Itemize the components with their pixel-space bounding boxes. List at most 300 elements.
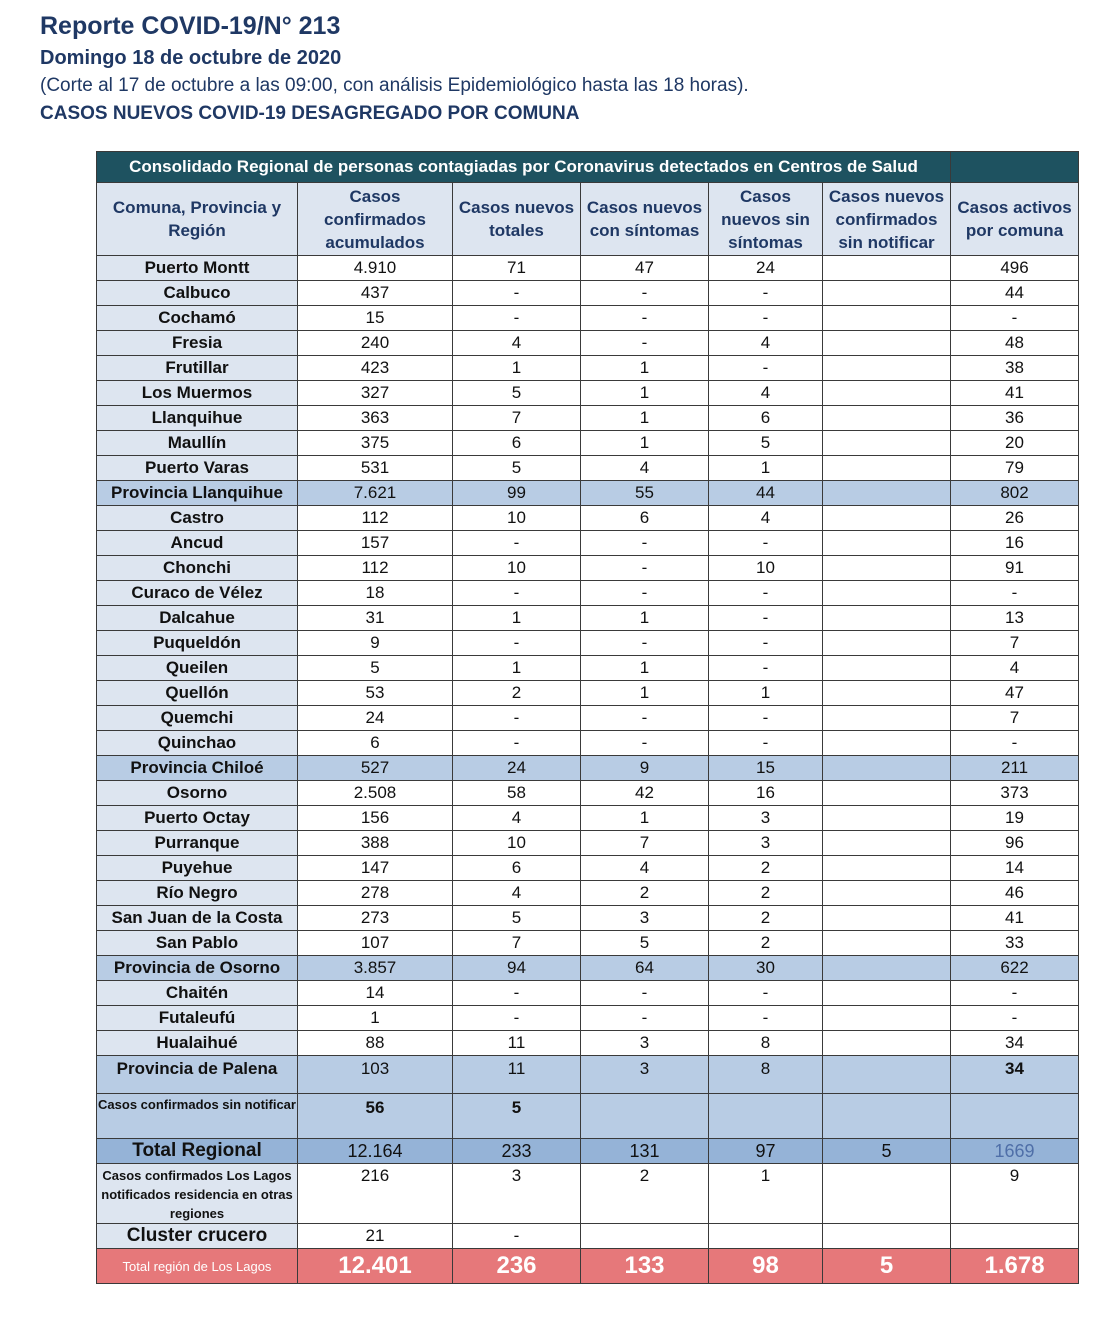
cell-active: 79 [951, 456, 1079, 481]
cell-unnotified [823, 331, 951, 356]
cell-new-total: - [453, 581, 581, 606]
row-label: Curaco de Vélez [97, 581, 298, 606]
commune-row [97, 256, 1079, 281]
cell-active: - [951, 731, 1079, 756]
cell-new-symptomatic: - [581, 306, 709, 331]
cell-accumulated: 216 [298, 1164, 453, 1224]
row-label: Ancud [97, 531, 298, 556]
cases-by-commune-table [96, 151, 1079, 1284]
cell-new-symptomatic: - [581, 981, 709, 1006]
cell-unnotified [823, 681, 951, 706]
row-label: Puyehue [97, 856, 298, 881]
col-header-active: Casos activos por comuna [951, 183, 1079, 256]
cell-new-symptomatic: 1 [581, 656, 709, 681]
cell-new-asymptomatic: 3 [709, 831, 823, 856]
cell-new-symptomatic: 1 [581, 606, 709, 631]
cell-new-total: 1 [453, 356, 581, 381]
cell-active: 211 [951, 756, 1079, 781]
province-row [97, 481, 1079, 506]
commune-row [97, 406, 1079, 431]
cell-new-total: - [453, 981, 581, 1006]
commune-row [97, 356, 1079, 381]
cell-accumulated: 56 [298, 1094, 453, 1139]
cell-new-symptomatic: - [581, 1006, 709, 1031]
report-cutoff-note: (Corte al 17 de octubre a las 09:00, con análisis Epidemiológico hasta las 18 horas). [40, 75, 749, 96]
cell-accumulated: 3.857 [298, 956, 453, 981]
cell-accumulated: 147 [298, 856, 453, 881]
cell-unnotified [823, 481, 951, 506]
row-label: Provincia de Palena [97, 1056, 298, 1094]
cell-accumulated: 107 [298, 931, 453, 956]
cell-new-asymptomatic: 30 [709, 956, 823, 981]
row-label: Osorno [97, 781, 298, 806]
cell-new-asymptomatic [709, 1094, 823, 1139]
cell-active: 1.678 [951, 1249, 1079, 1284]
row-label: Río Negro [97, 881, 298, 906]
cell-new-asymptomatic: 4 [709, 381, 823, 406]
cell-active: 34 [951, 1031, 1079, 1056]
cell-unnotified [823, 981, 951, 1006]
cell-accumulated: 12.164 [298, 1139, 453, 1164]
col-header-new-symptomatic: Casos nuevos con síntomas [581, 183, 709, 256]
report-subtitle: CASOS NUEVOS COVID-19 DESAGREGADO POR COMUNA [40, 103, 580, 124]
cell-active: 4 [951, 656, 1079, 681]
cell-accumulated: 4.910 [298, 256, 453, 281]
cell-new-total: 6 [453, 856, 581, 881]
cell-active: 48 [951, 331, 1079, 356]
cell-new-total: 58 [453, 781, 581, 806]
cell-active: 33 [951, 931, 1079, 956]
commune-row [97, 556, 1079, 581]
row-label: Quinchao [97, 731, 298, 756]
cell-new-symptomatic: 3 [581, 1031, 709, 1056]
cell-unnotified [823, 606, 951, 631]
cell-new-total: 1 [453, 656, 581, 681]
row-label: San Juan de la Costa [97, 906, 298, 931]
cell-active: 20 [951, 431, 1079, 456]
total-regional-row [97, 1139, 1079, 1164]
cell-unnotified [823, 531, 951, 556]
cell-new-symptomatic: 1 [581, 431, 709, 456]
unnotified-row [97, 1094, 1079, 1139]
cell-accumulated: 18 [298, 581, 453, 606]
cell-accumulated: 24 [298, 706, 453, 731]
cell-active: 44 [951, 281, 1079, 306]
cell-new-symptomatic: 2 [581, 1164, 709, 1224]
cell-new-asymptomatic: 6 [709, 406, 823, 431]
cell-new-asymptomatic: 4 [709, 331, 823, 356]
row-label: Chaitén [97, 981, 298, 1006]
cell-new-total: 5 [453, 456, 581, 481]
row-label: San Pablo [97, 931, 298, 956]
cell-unnotified [823, 381, 951, 406]
cell-active: 802 [951, 481, 1079, 506]
cell-new-asymptomatic: 2 [709, 931, 823, 956]
cell-new-symptomatic: - [581, 556, 709, 581]
cell-new-symptomatic: 1 [581, 681, 709, 706]
row-label: Cochamó [97, 306, 298, 331]
cell-new-total: - [453, 1006, 581, 1031]
cell-new-asymptomatic: 5 [709, 431, 823, 456]
cell-accumulated: 423 [298, 356, 453, 381]
cell-active: - [951, 981, 1079, 1006]
cell-new-symptomatic: 6 [581, 506, 709, 531]
province-row-palena [97, 1056, 1079, 1094]
cell-new-symptomatic: 1 [581, 806, 709, 831]
cell-new-asymptomatic: 24 [709, 256, 823, 281]
cell-active: 41 [951, 381, 1079, 406]
cell-active: - [951, 581, 1079, 606]
cell-new-symptomatic: 1 [581, 406, 709, 431]
cell-active: 496 [951, 256, 1079, 281]
cell-new-symptomatic: 9 [581, 756, 709, 781]
commune-row [97, 506, 1079, 531]
cell-new-total: 94 [453, 956, 581, 981]
cell-new-asymptomatic: - [709, 581, 823, 606]
cell-unnotified [823, 1164, 951, 1224]
row-label: Quellón [97, 681, 298, 706]
commune-row [97, 531, 1079, 556]
cell-new-total: 2 [453, 681, 581, 706]
cell-accumulated: 112 [298, 556, 453, 581]
cell-accumulated: 5 [298, 656, 453, 681]
cell-unnotified [823, 1031, 951, 1056]
cell-new-total: 7 [453, 931, 581, 956]
cell-new-symptomatic [581, 1224, 709, 1249]
cell-unnotified [823, 581, 951, 606]
cell-new-asymptomatic: 2 [709, 856, 823, 881]
cell-new-total: 4 [453, 331, 581, 356]
cell-new-symptomatic [581, 1094, 709, 1139]
report-header [40, 10, 749, 128]
cell-new-asymptomatic: - [709, 731, 823, 756]
commune-row [97, 781, 1079, 806]
cell-unnotified [823, 1094, 951, 1139]
cell-new-total: 10 [453, 831, 581, 856]
cell-new-asymptomatic: 2 [709, 881, 823, 906]
cell-unnotified [823, 881, 951, 906]
commune-row [97, 1006, 1079, 1031]
cell-new-asymptomatic: 4 [709, 506, 823, 531]
cell-new-total: 6 [453, 431, 581, 456]
col-header-new-total: Casos nuevos totales [453, 183, 581, 256]
commune-row [97, 606, 1079, 631]
cell-new-symptomatic: 1 [581, 356, 709, 381]
cell-unnotified [823, 956, 951, 981]
cell-active: 16 [951, 531, 1079, 556]
cell-accumulated: 2.508 [298, 781, 453, 806]
cell-new-total: - [453, 731, 581, 756]
commune-row [97, 931, 1079, 956]
cell-new-total: 7 [453, 406, 581, 431]
cell-unnotified [823, 806, 951, 831]
cell-new-total: 236 [453, 1249, 581, 1284]
row-label: Dalcahue [97, 606, 298, 631]
cell-accumulated: 7.621 [298, 481, 453, 506]
row-label: Llanquihue [97, 406, 298, 431]
cell-new-asymptomatic: 3 [709, 806, 823, 831]
cell-new-asymptomatic: - [709, 606, 823, 631]
cell-accumulated: 157 [298, 531, 453, 556]
cell-unnotified [823, 631, 951, 656]
col-header-commune: Comuna, Provincia y Región [97, 183, 298, 256]
cell-unnotified [823, 856, 951, 881]
row-label: Puerto Montt [97, 256, 298, 281]
cell-new-symptomatic: 133 [581, 1249, 709, 1284]
table-banner-blank [951, 152, 1079, 183]
row-label: Provincia Llanquihue [97, 481, 298, 506]
cell-accumulated: 278 [298, 881, 453, 906]
cell-new-symptomatic: 7 [581, 831, 709, 856]
province-row [97, 956, 1079, 981]
cell-accumulated: 388 [298, 831, 453, 856]
cell-new-asymptomatic: 98 [709, 1249, 823, 1284]
cell-active [951, 1224, 1079, 1249]
row-label: Cluster crucero [97, 1224, 298, 1249]
cell-unnotified [823, 281, 951, 306]
commune-row [97, 856, 1079, 881]
cell-active: 26 [951, 506, 1079, 531]
cell-unnotified [823, 456, 951, 481]
cell-new-asymptomatic: - [709, 356, 823, 381]
cell-unnotified [823, 306, 951, 331]
cell-active: 9 [951, 1164, 1079, 1224]
cell-new-total: 10 [453, 506, 581, 531]
cell-unnotified [823, 831, 951, 856]
cell-accumulated: 531 [298, 456, 453, 481]
cell-unnotified [823, 706, 951, 731]
cell-active: 91 [951, 556, 1079, 581]
commune-row [97, 331, 1079, 356]
commune-row [97, 281, 1079, 306]
grand-total-row [97, 1249, 1079, 1284]
commune-row [97, 706, 1079, 731]
cell-accumulated: 88 [298, 1031, 453, 1056]
cell-active: 14 [951, 856, 1079, 881]
commune-row [97, 381, 1079, 406]
cell-unnotified [823, 906, 951, 931]
cell-new-total: 24 [453, 756, 581, 781]
cell-new-asymptomatic: 97 [709, 1139, 823, 1164]
row-label: Casos confirmados Los Lagos notificados residencia en otras regiones [97, 1164, 298, 1224]
commune-row [97, 1031, 1079, 1056]
commune-row [97, 456, 1079, 481]
cell-unnotified [823, 256, 951, 281]
cell-new-symptomatic: 3 [581, 1056, 709, 1094]
cell-new-symptomatic: 55 [581, 481, 709, 506]
commune-row [97, 681, 1079, 706]
commune-row [97, 431, 1079, 456]
row-label: Purranque [97, 831, 298, 856]
cell-active: 622 [951, 956, 1079, 981]
cell-accumulated: 15 [298, 306, 453, 331]
row-label: Total región de Los Lagos [97, 1249, 298, 1284]
cell-active: 46 [951, 881, 1079, 906]
cell-new-asymptomatic: - [709, 1006, 823, 1031]
row-label: Frutillar [97, 356, 298, 381]
cell-active: - [951, 306, 1079, 331]
cell-new-asymptomatic [709, 1224, 823, 1249]
cell-accumulated: 527 [298, 756, 453, 781]
cell-new-symptomatic: - [581, 331, 709, 356]
cell-new-asymptomatic: - [709, 281, 823, 306]
cell-unnotified [823, 1056, 951, 1094]
cell-accumulated: 273 [298, 906, 453, 931]
row-label: Puerto Varas [97, 456, 298, 481]
cell-new-total: 3 [453, 1164, 581, 1224]
cell-accumulated: 6 [298, 731, 453, 756]
commune-row [97, 831, 1079, 856]
row-label: Los Muermos [97, 381, 298, 406]
cell-new-asymptomatic: 1 [709, 681, 823, 706]
cell-active: 47 [951, 681, 1079, 706]
row-label: Fresia [97, 331, 298, 356]
cell-new-asymptomatic: 8 [709, 1031, 823, 1056]
commune-row [97, 881, 1079, 906]
cell-new-symptomatic: 47 [581, 256, 709, 281]
report-title: Reporte COVID-19/N° 213 [40, 12, 341, 40]
commune-row [97, 981, 1079, 1006]
cell-new-total: - [453, 1224, 581, 1249]
cell-new-total: 10 [453, 556, 581, 581]
row-label: Chonchi [97, 556, 298, 581]
cell-unnotified [823, 1224, 951, 1249]
cell-active: 38 [951, 356, 1079, 381]
cell-unnotified [823, 356, 951, 381]
cell-unnotified [823, 931, 951, 956]
cell-new-symptomatic: 42 [581, 781, 709, 806]
row-label: Provincia Chiloé [97, 756, 298, 781]
column-header-row [97, 183, 1079, 256]
cell-accumulated: 21 [298, 1224, 453, 1249]
cell-new-total: - [453, 531, 581, 556]
cell-new-asymptomatic: 1 [709, 456, 823, 481]
cell-new-asymptomatic: - [709, 306, 823, 331]
cell-new-total: 1 [453, 606, 581, 631]
cell-unnotified: 5 [823, 1249, 951, 1284]
cell-new-asymptomatic: - [709, 981, 823, 1006]
row-label: Puerto Octay [97, 806, 298, 831]
row-label: Provincia de Osorno [97, 956, 298, 981]
cell-new-asymptomatic: 2 [709, 906, 823, 931]
cell-unnotified [823, 756, 951, 781]
cell-unnotified [823, 556, 951, 581]
cell-accumulated: 1 [298, 1006, 453, 1031]
commune-row [97, 806, 1079, 831]
cluster-row [97, 1224, 1079, 1249]
cell-accumulated: 156 [298, 806, 453, 831]
cell-accumulated: 14 [298, 981, 453, 1006]
cell-new-total: - [453, 306, 581, 331]
cell-new-total: 5 [453, 1094, 581, 1139]
cell-active [951, 1094, 1079, 1139]
cell-new-asymptomatic: 15 [709, 756, 823, 781]
commune-row [97, 306, 1079, 331]
cell-new-symptomatic: 5 [581, 931, 709, 956]
province-row [97, 756, 1079, 781]
table-banner: Consolidado Regional de personas contagiadas por Coronavirus detectados en Centros de Salud [97, 152, 951, 183]
table-body [97, 256, 1079, 1056]
cell-new-total: 233 [453, 1139, 581, 1164]
cell-unnotified [823, 1006, 951, 1031]
cell-new-symptomatic: - [581, 281, 709, 306]
cell-new-asymptomatic: 1 [709, 1164, 823, 1224]
cell-unnotified [823, 656, 951, 681]
cell-new-asymptomatic: 8 [709, 1056, 823, 1094]
cell-active: 7 [951, 706, 1079, 731]
cell-new-asymptomatic: 10 [709, 556, 823, 581]
cell-new-symptomatic: - [581, 581, 709, 606]
row-label: Castro [97, 506, 298, 531]
cell-accumulated: 103 [298, 1056, 453, 1094]
cell-accumulated: 31 [298, 606, 453, 631]
cell-unnotified [823, 406, 951, 431]
cell-new-asymptomatic: 16 [709, 781, 823, 806]
cell-accumulated: 9 [298, 631, 453, 656]
cell-accumulated: 375 [298, 431, 453, 456]
commune-row [97, 631, 1079, 656]
row-label: Casos confirmados sin notificar [97, 1094, 298, 1139]
cell-active: 373 [951, 781, 1079, 806]
cell-active: 1669 [951, 1139, 1079, 1164]
cell-new-symptomatic: 2 [581, 881, 709, 906]
table-summary [97, 1056, 1079, 1284]
cell-new-total: 11 [453, 1031, 581, 1056]
cell-new-symptomatic: 64 [581, 956, 709, 981]
cell-active: 41 [951, 906, 1079, 931]
cell-accumulated: 12.401 [298, 1249, 453, 1284]
cell-unnotified [823, 731, 951, 756]
table-banner-row [97, 152, 1079, 183]
commune-row [97, 581, 1079, 606]
cell-active: 19 [951, 806, 1079, 831]
cell-new-asymptomatic: - [709, 706, 823, 731]
cell-new-total: 5 [453, 381, 581, 406]
cell-new-symptomatic: 3 [581, 906, 709, 931]
cell-new-symptomatic: 4 [581, 856, 709, 881]
cell-accumulated: 112 [298, 506, 453, 531]
cell-new-total: - [453, 281, 581, 306]
cell-active: 36 [951, 406, 1079, 431]
row-label: Queilen [97, 656, 298, 681]
col-header-unnotified: Casos nuevos confirmados sin notificar [823, 183, 951, 256]
cell-accumulated: 327 [298, 381, 453, 406]
row-label: Puqueldón [97, 631, 298, 656]
other-regions-row [97, 1164, 1079, 1224]
cell-accumulated: 363 [298, 406, 453, 431]
commune-row [97, 656, 1079, 681]
row-label: Total Regional [97, 1139, 298, 1164]
col-header-accumulated: Casos confirmados acumulados [298, 183, 453, 256]
report-date: Domingo 18 de octubre de 2020 [40, 47, 342, 69]
cell-new-total: - [453, 706, 581, 731]
cell-active: 96 [951, 831, 1079, 856]
cell-new-asymptomatic: - [709, 531, 823, 556]
row-label: Maullín [97, 431, 298, 456]
cell-active: 34 [951, 1056, 1079, 1094]
cell-new-total: 71 [453, 256, 581, 281]
cell-new-asymptomatic: - [709, 656, 823, 681]
commune-row [97, 906, 1079, 931]
cell-new-total: 5 [453, 906, 581, 931]
commune-row [97, 731, 1079, 756]
cell-unnotified: 5 [823, 1139, 951, 1164]
cell-new-asymptomatic: 44 [709, 481, 823, 506]
row-label: Calbuco [97, 281, 298, 306]
row-label: Futaleufú [97, 1006, 298, 1031]
cell-new-symptomatic: - [581, 531, 709, 556]
cell-new-symptomatic: 131 [581, 1139, 709, 1164]
